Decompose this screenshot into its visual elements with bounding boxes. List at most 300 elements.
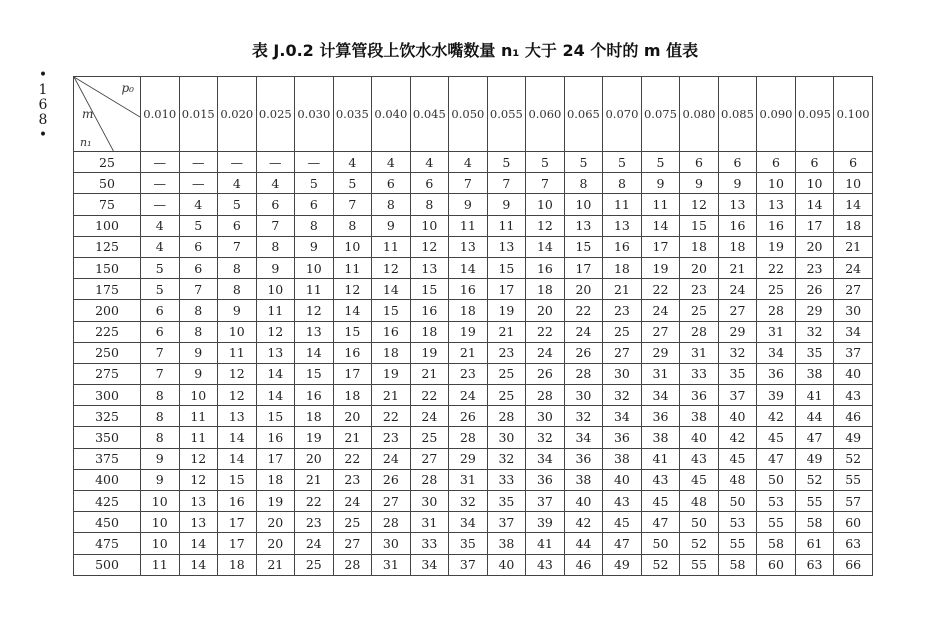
n1-cell: 375 — [74, 448, 141, 469]
m-value-cell: 40 — [718, 406, 757, 427]
m-value-cell: 9 — [256, 257, 295, 278]
m-value-cell: 13 — [179, 491, 218, 512]
m-value-cell: 24 — [295, 533, 334, 554]
m-value-cell: 22 — [564, 300, 603, 321]
m-value-cell: 21 — [256, 554, 295, 575]
n1-cell: 300 — [74, 385, 141, 406]
m-value-cell: 55 — [718, 533, 757, 554]
m-value-cell: 16 — [218, 491, 257, 512]
m-value-cell: 45 — [603, 512, 642, 533]
m-value-cell: 42 — [564, 512, 603, 533]
m-value-cell: 11 — [449, 215, 488, 236]
m-value-cell: 38 — [487, 533, 526, 554]
m-value-cell: 5 — [526, 152, 565, 173]
m-value-cell: 14 — [333, 300, 372, 321]
m-value-cell: 38 — [603, 448, 642, 469]
m-value-cell: 27 — [410, 448, 449, 469]
n1-cell: 25 — [74, 152, 141, 173]
m-value-cell: 28 — [333, 554, 372, 575]
m-value-cell: 30 — [564, 385, 603, 406]
n1-cell: 350 — [74, 427, 141, 448]
m-value-cell: 13 — [218, 406, 257, 427]
m-value-cell: 14 — [834, 194, 873, 215]
m-value-cell: 9 — [680, 173, 719, 194]
m-value-cell: 13 — [487, 236, 526, 257]
m-value-table — [73, 76, 873, 576]
m-value-cell: 12 — [179, 469, 218, 490]
m-value-cell: 25 — [680, 300, 719, 321]
m-value-cell: 19 — [487, 300, 526, 321]
m-value-cell: 7 — [141, 342, 180, 363]
m-value-cell: 55 — [680, 554, 719, 575]
m-value-cell: 21 — [410, 363, 449, 384]
m-value-cell: 26 — [449, 406, 488, 427]
m-value-cell: 8 — [564, 173, 603, 194]
m-value-cell: 28 — [526, 385, 565, 406]
m-value-cell: 12 — [680, 194, 719, 215]
m-value-cell: 38 — [680, 406, 719, 427]
m-value-cell: 28 — [487, 406, 526, 427]
m-value-cell: 52 — [834, 448, 873, 469]
m-value-cell: — — [141, 194, 180, 215]
m-value-cell: 32 — [603, 385, 642, 406]
m-value-cell: 12 — [218, 363, 257, 384]
m-value-cell: 19 — [641, 257, 680, 278]
m-value-cell: 23 — [487, 342, 526, 363]
m-value-cell: 28 — [449, 427, 488, 448]
m-value-cell: 14 — [641, 215, 680, 236]
corner-label-m: m — [82, 107, 94, 121]
m-value-cell: 11 — [372, 236, 411, 257]
m-value-cell: 18 — [526, 279, 565, 300]
m-value-cell: 16 — [410, 300, 449, 321]
m-value-cell: 16 — [757, 215, 796, 236]
m-value-cell: 34 — [603, 406, 642, 427]
m-value-cell: 13 — [410, 257, 449, 278]
m-value-cell: 40 — [603, 469, 642, 490]
m-value-cell: 25 — [410, 427, 449, 448]
m-value-cell: 31 — [680, 342, 719, 363]
m-value-cell: 46 — [564, 554, 603, 575]
m-value-cell: 17 — [641, 236, 680, 257]
po-header-cell: 0.050 — [449, 77, 488, 152]
n1-cell: 425 — [74, 491, 141, 512]
m-value-cell: 50 — [718, 491, 757, 512]
m-value-cell: 5 — [141, 257, 180, 278]
m-value-cell: 30 — [834, 300, 873, 321]
m-value-cell: 4 — [141, 215, 180, 236]
m-value-cell: 8 — [372, 194, 411, 215]
m-value-cell: 7 — [256, 215, 295, 236]
m-value-cell: 55 — [795, 491, 834, 512]
m-value-cell: 16 — [256, 427, 295, 448]
po-header-cell: 0.085 — [718, 77, 757, 152]
m-value-cell: 17 — [256, 448, 295, 469]
m-value-cell: 9 — [218, 300, 257, 321]
m-value-cell: 13 — [256, 342, 295, 363]
n1-cell: 275 — [74, 363, 141, 384]
m-value-cell: 6 — [795, 152, 834, 173]
m-value-cell: 11 — [179, 427, 218, 448]
m-value-cell: 46 — [834, 406, 873, 427]
corner-label-n1: n₁ — [80, 136, 92, 149]
table-row — [74, 554, 873, 575]
page-number — [34, 68, 52, 143]
m-value-cell: 38 — [795, 363, 834, 384]
m-value-cell: 12 — [256, 321, 295, 342]
m-value-cell: 34 — [834, 321, 873, 342]
m-value-cell: 40 — [564, 491, 603, 512]
m-value-cell: 30 — [526, 406, 565, 427]
m-value-cell: 14 — [372, 279, 411, 300]
m-value-cell: 12 — [526, 215, 565, 236]
po-header-cell: 0.100 — [834, 77, 873, 152]
m-value-cell: 8 — [218, 257, 257, 278]
m-value-cell: 63 — [795, 554, 834, 575]
page-number-char: 8 — [38, 112, 48, 128]
m-value-cell: 14 — [295, 342, 334, 363]
m-value-cell: 40 — [680, 427, 719, 448]
m-value-cell: 30 — [410, 491, 449, 512]
table-row — [74, 215, 873, 236]
m-value-cell: 14 — [218, 448, 257, 469]
m-value-cell: 20 — [333, 406, 372, 427]
n1-cell: 50 — [74, 173, 141, 194]
m-value-cell: 40 — [834, 363, 873, 384]
m-value-cell: 18 — [372, 342, 411, 363]
m-value-cell: 23 — [333, 469, 372, 490]
m-value-cell: 21 — [603, 279, 642, 300]
m-value-cell: 25 — [757, 279, 796, 300]
m-value-cell: 22 — [757, 257, 796, 278]
m-value-cell: 32 — [487, 448, 526, 469]
m-value-cell: 6 — [141, 321, 180, 342]
m-value-cell: 5 — [487, 152, 526, 173]
m-value-cell: 16 — [526, 257, 565, 278]
m-value-cell: 4 — [218, 173, 257, 194]
m-value-cell: 30 — [487, 427, 526, 448]
m-value-cell: 14 — [256, 385, 295, 406]
m-value-cell: 31 — [641, 363, 680, 384]
m-value-cell: 6 — [372, 173, 411, 194]
m-value-cell: 22 — [526, 321, 565, 342]
m-value-cell: 28 — [410, 469, 449, 490]
m-value-cell: 43 — [641, 469, 680, 490]
m-value-cell: 9 — [179, 363, 218, 384]
m-value-cell: 24 — [449, 385, 488, 406]
m-value-cell: 8 — [141, 406, 180, 427]
m-value-cell: 19 — [757, 236, 796, 257]
m-value-cell: 9 — [718, 173, 757, 194]
m-value-cell: 24 — [641, 300, 680, 321]
m-value-cell: 11 — [256, 300, 295, 321]
m-value-cell: 16 — [603, 236, 642, 257]
m-value-cell: 34 — [410, 554, 449, 575]
m-value-cell: 10 — [757, 173, 796, 194]
m-value-cell: 48 — [718, 469, 757, 490]
n1-cell: 125 — [74, 236, 141, 257]
n1-cell: 250 — [74, 342, 141, 363]
m-value-cell: 12 — [218, 385, 257, 406]
m-value-cell: 47 — [603, 533, 642, 554]
table-row — [74, 363, 873, 384]
m-value-cell: 42 — [757, 406, 796, 427]
table-row — [74, 257, 873, 278]
m-value-cell: 30 — [372, 533, 411, 554]
m-value-cell: 34 — [564, 427, 603, 448]
m-value-cell: 14 — [218, 427, 257, 448]
m-value-cell: 13 — [718, 194, 757, 215]
m-value-cell: 22 — [641, 279, 680, 300]
table-row — [74, 406, 873, 427]
m-value-cell: 19 — [295, 427, 334, 448]
m-value-cell: 11 — [603, 194, 642, 215]
m-value-cell: 9 — [372, 215, 411, 236]
n1-cell: 200 — [74, 300, 141, 321]
m-value-cell: 27 — [333, 533, 372, 554]
table-row — [74, 173, 873, 194]
m-value-cell: 11 — [295, 279, 334, 300]
m-value-cell: 5 — [333, 173, 372, 194]
m-value-cell: 18 — [410, 321, 449, 342]
m-value-cell: 35 — [449, 533, 488, 554]
m-value-cell: 21 — [372, 385, 411, 406]
po-header-cell: 0.095 — [795, 77, 834, 152]
m-value-cell: 36 — [564, 448, 603, 469]
m-value-cell: 43 — [526, 554, 565, 575]
m-value-cell: 58 — [795, 512, 834, 533]
m-value-cell: 36 — [757, 363, 796, 384]
n1-cell: 150 — [74, 257, 141, 278]
m-value-cell: 60 — [757, 554, 796, 575]
m-value-cell: 9 — [179, 342, 218, 363]
m-value-cell: 5 — [179, 215, 218, 236]
m-value-cell: 8 — [410, 194, 449, 215]
po-header-cell: 0.060 — [526, 77, 565, 152]
m-value-cell: 25 — [487, 363, 526, 384]
m-value-cell: 26 — [372, 469, 411, 490]
m-value-cell: 26 — [564, 342, 603, 363]
m-value-cell: 23 — [795, 257, 834, 278]
table-row — [74, 385, 873, 406]
m-value-cell: 37 — [449, 554, 488, 575]
n1-cell: 75 — [74, 194, 141, 215]
m-value-cell: 24 — [718, 279, 757, 300]
m-value-cell: 32 — [526, 427, 565, 448]
m-value-cell: 40 — [487, 554, 526, 575]
m-value-cell: 10 — [218, 321, 257, 342]
m-value-cell: 7 — [449, 173, 488, 194]
m-value-cell: 37 — [834, 342, 873, 363]
m-value-cell: 9 — [641, 173, 680, 194]
m-value-cell: 18 — [333, 385, 372, 406]
m-value-cell: 14 — [449, 257, 488, 278]
m-value-cell: 22 — [295, 491, 334, 512]
m-value-cell: 31 — [372, 554, 411, 575]
m-value-cell: 9 — [295, 236, 334, 257]
m-value-cell: 9 — [449, 194, 488, 215]
n1-cell: 225 — [74, 321, 141, 342]
m-value-cell: 28 — [757, 300, 796, 321]
m-value-cell: 35 — [718, 363, 757, 384]
m-value-cell: 24 — [564, 321, 603, 342]
m-value-cell: 33 — [680, 363, 719, 384]
m-value-cell: 58 — [718, 554, 757, 575]
m-value-cell: 52 — [795, 469, 834, 490]
m-value-cell: 43 — [603, 491, 642, 512]
n1-cell: 325 — [74, 406, 141, 427]
m-value-cell: 17 — [795, 215, 834, 236]
m-value-cell: 9 — [141, 469, 180, 490]
m-value-cell: 8 — [179, 321, 218, 342]
m-value-cell: 21 — [449, 342, 488, 363]
m-value-cell: 16 — [718, 215, 757, 236]
m-value-cell: 15 — [256, 406, 295, 427]
m-value-cell: 38 — [564, 469, 603, 490]
m-value-cell: 39 — [757, 385, 796, 406]
m-value-cell: 24 — [372, 448, 411, 469]
m-value-cell: 12 — [295, 300, 334, 321]
m-value-cell: 8 — [141, 427, 180, 448]
po-header-cell: 0.090 — [757, 77, 796, 152]
m-value-cell: 16 — [333, 342, 372, 363]
m-value-cell: 5 — [564, 152, 603, 173]
m-value-cell: — — [179, 173, 218, 194]
m-value-cell: 21 — [718, 257, 757, 278]
m-value-cell: 15 — [487, 257, 526, 278]
page-number-char: 1 — [38, 82, 48, 98]
m-value-cell: 45 — [718, 448, 757, 469]
m-value-cell: 8 — [603, 173, 642, 194]
po-header-cell: 0.045 — [410, 77, 449, 152]
m-value-cell: 23 — [372, 427, 411, 448]
m-value-cell: 7 — [141, 363, 180, 384]
m-value-cell: 60 — [834, 512, 873, 533]
m-value-cell: 49 — [795, 448, 834, 469]
m-value-cell: 25 — [333, 512, 372, 533]
m-value-cell: 14 — [795, 194, 834, 215]
m-value-cell: 30 — [603, 363, 642, 384]
m-value-cell: 28 — [372, 512, 411, 533]
m-value-cell: 4 — [372, 152, 411, 173]
m-value-cell: 19 — [410, 342, 449, 363]
m-value-cell: 49 — [603, 554, 642, 575]
m-value-cell: 10 — [834, 173, 873, 194]
m-value-cell: 5 — [295, 173, 334, 194]
m-value-cell: 29 — [449, 448, 488, 469]
m-value-cell: 36 — [603, 427, 642, 448]
m-value-cell: 27 — [603, 342, 642, 363]
m-value-cell: 34 — [449, 512, 488, 533]
m-value-cell: 4 — [449, 152, 488, 173]
m-value-cell: 12 — [372, 257, 411, 278]
table-row — [74, 279, 873, 300]
m-value-cell: 8 — [295, 215, 334, 236]
m-value-cell: 11 — [333, 257, 372, 278]
m-value-cell: 14 — [526, 236, 565, 257]
m-value-cell: 21 — [333, 427, 372, 448]
po-header-cell: 0.035 — [333, 77, 372, 152]
m-value-cell: 11 — [487, 215, 526, 236]
m-value-cell: 13 — [564, 215, 603, 236]
m-value-cell: 22 — [410, 385, 449, 406]
m-value-cell: 15 — [564, 236, 603, 257]
m-value-cell: 15 — [410, 279, 449, 300]
m-value-cell: 6 — [757, 152, 796, 173]
m-value-cell: 20 — [564, 279, 603, 300]
m-value-cell: 14 — [179, 533, 218, 554]
m-value-cell: 31 — [757, 321, 796, 342]
m-value-cell: 6 — [295, 194, 334, 215]
table-row — [74, 469, 873, 490]
m-value-cell: 8 — [256, 236, 295, 257]
m-value-cell: 32 — [718, 342, 757, 363]
m-value-cell: 34 — [757, 342, 796, 363]
m-value-cell: 17 — [333, 363, 372, 384]
m-value-cell: 23 — [680, 279, 719, 300]
m-value-cell: 20 — [256, 512, 295, 533]
m-value-cell: 17 — [218, 512, 257, 533]
m-value-cell: 39 — [526, 512, 565, 533]
m-value-cell: 7 — [526, 173, 565, 194]
table-row — [74, 194, 873, 215]
m-value-cell: 18 — [256, 469, 295, 490]
m-value-cell: 48 — [680, 491, 719, 512]
m-value-cell: 10 — [410, 215, 449, 236]
m-value-cell: 41 — [526, 533, 565, 554]
m-value-cell: 32 — [449, 491, 488, 512]
m-value-cell: 23 — [295, 512, 334, 533]
table-row — [74, 300, 873, 321]
m-value-cell: 34 — [526, 448, 565, 469]
m-value-cell: — — [218, 152, 257, 173]
m-value-cell: 12 — [333, 279, 372, 300]
m-value-cell: 47 — [795, 427, 834, 448]
m-value-cell: 33 — [487, 469, 526, 490]
m-value-cell: 22 — [333, 448, 372, 469]
m-value-cell: 18 — [218, 554, 257, 575]
m-value-cell: 12 — [410, 236, 449, 257]
m-value-cell: 44 — [564, 533, 603, 554]
n1-cell: 475 — [74, 533, 141, 554]
page-number-char: • — [38, 67, 48, 83]
m-value-cell: 5 — [641, 152, 680, 173]
m-value-cell: 36 — [641, 406, 680, 427]
m-value-cell: 36 — [526, 469, 565, 490]
m-value-cell: 8 — [141, 385, 180, 406]
m-value-cell: 15 — [333, 321, 372, 342]
m-value-cell: 24 — [526, 342, 565, 363]
m-value-cell: 29 — [795, 300, 834, 321]
m-value-cell: 47 — [757, 448, 796, 469]
m-value-cell: 55 — [757, 512, 796, 533]
page-number-char: 6 — [38, 97, 48, 113]
table-row — [74, 152, 873, 173]
po-header-cell: 0.025 — [256, 77, 295, 152]
m-value-cell: 27 — [641, 321, 680, 342]
m-value-cell: 27 — [718, 300, 757, 321]
m-value-cell: 7 — [333, 194, 372, 215]
m-value-cell: 37 — [718, 385, 757, 406]
n1-cell: 175 — [74, 279, 141, 300]
m-value-cell: 21 — [834, 236, 873, 257]
m-value-cell: 8 — [333, 215, 372, 236]
po-header-cell: 0.055 — [487, 77, 526, 152]
m-value-cell: 61 — [795, 533, 834, 554]
table-title: 表 J.0.2 计算管段上饮水水嘴数量 n₁ 大于 24 个时的 m 值表 — [251, 41, 699, 60]
m-value-cell: 25 — [487, 385, 526, 406]
m-value-cell: 6 — [256, 194, 295, 215]
